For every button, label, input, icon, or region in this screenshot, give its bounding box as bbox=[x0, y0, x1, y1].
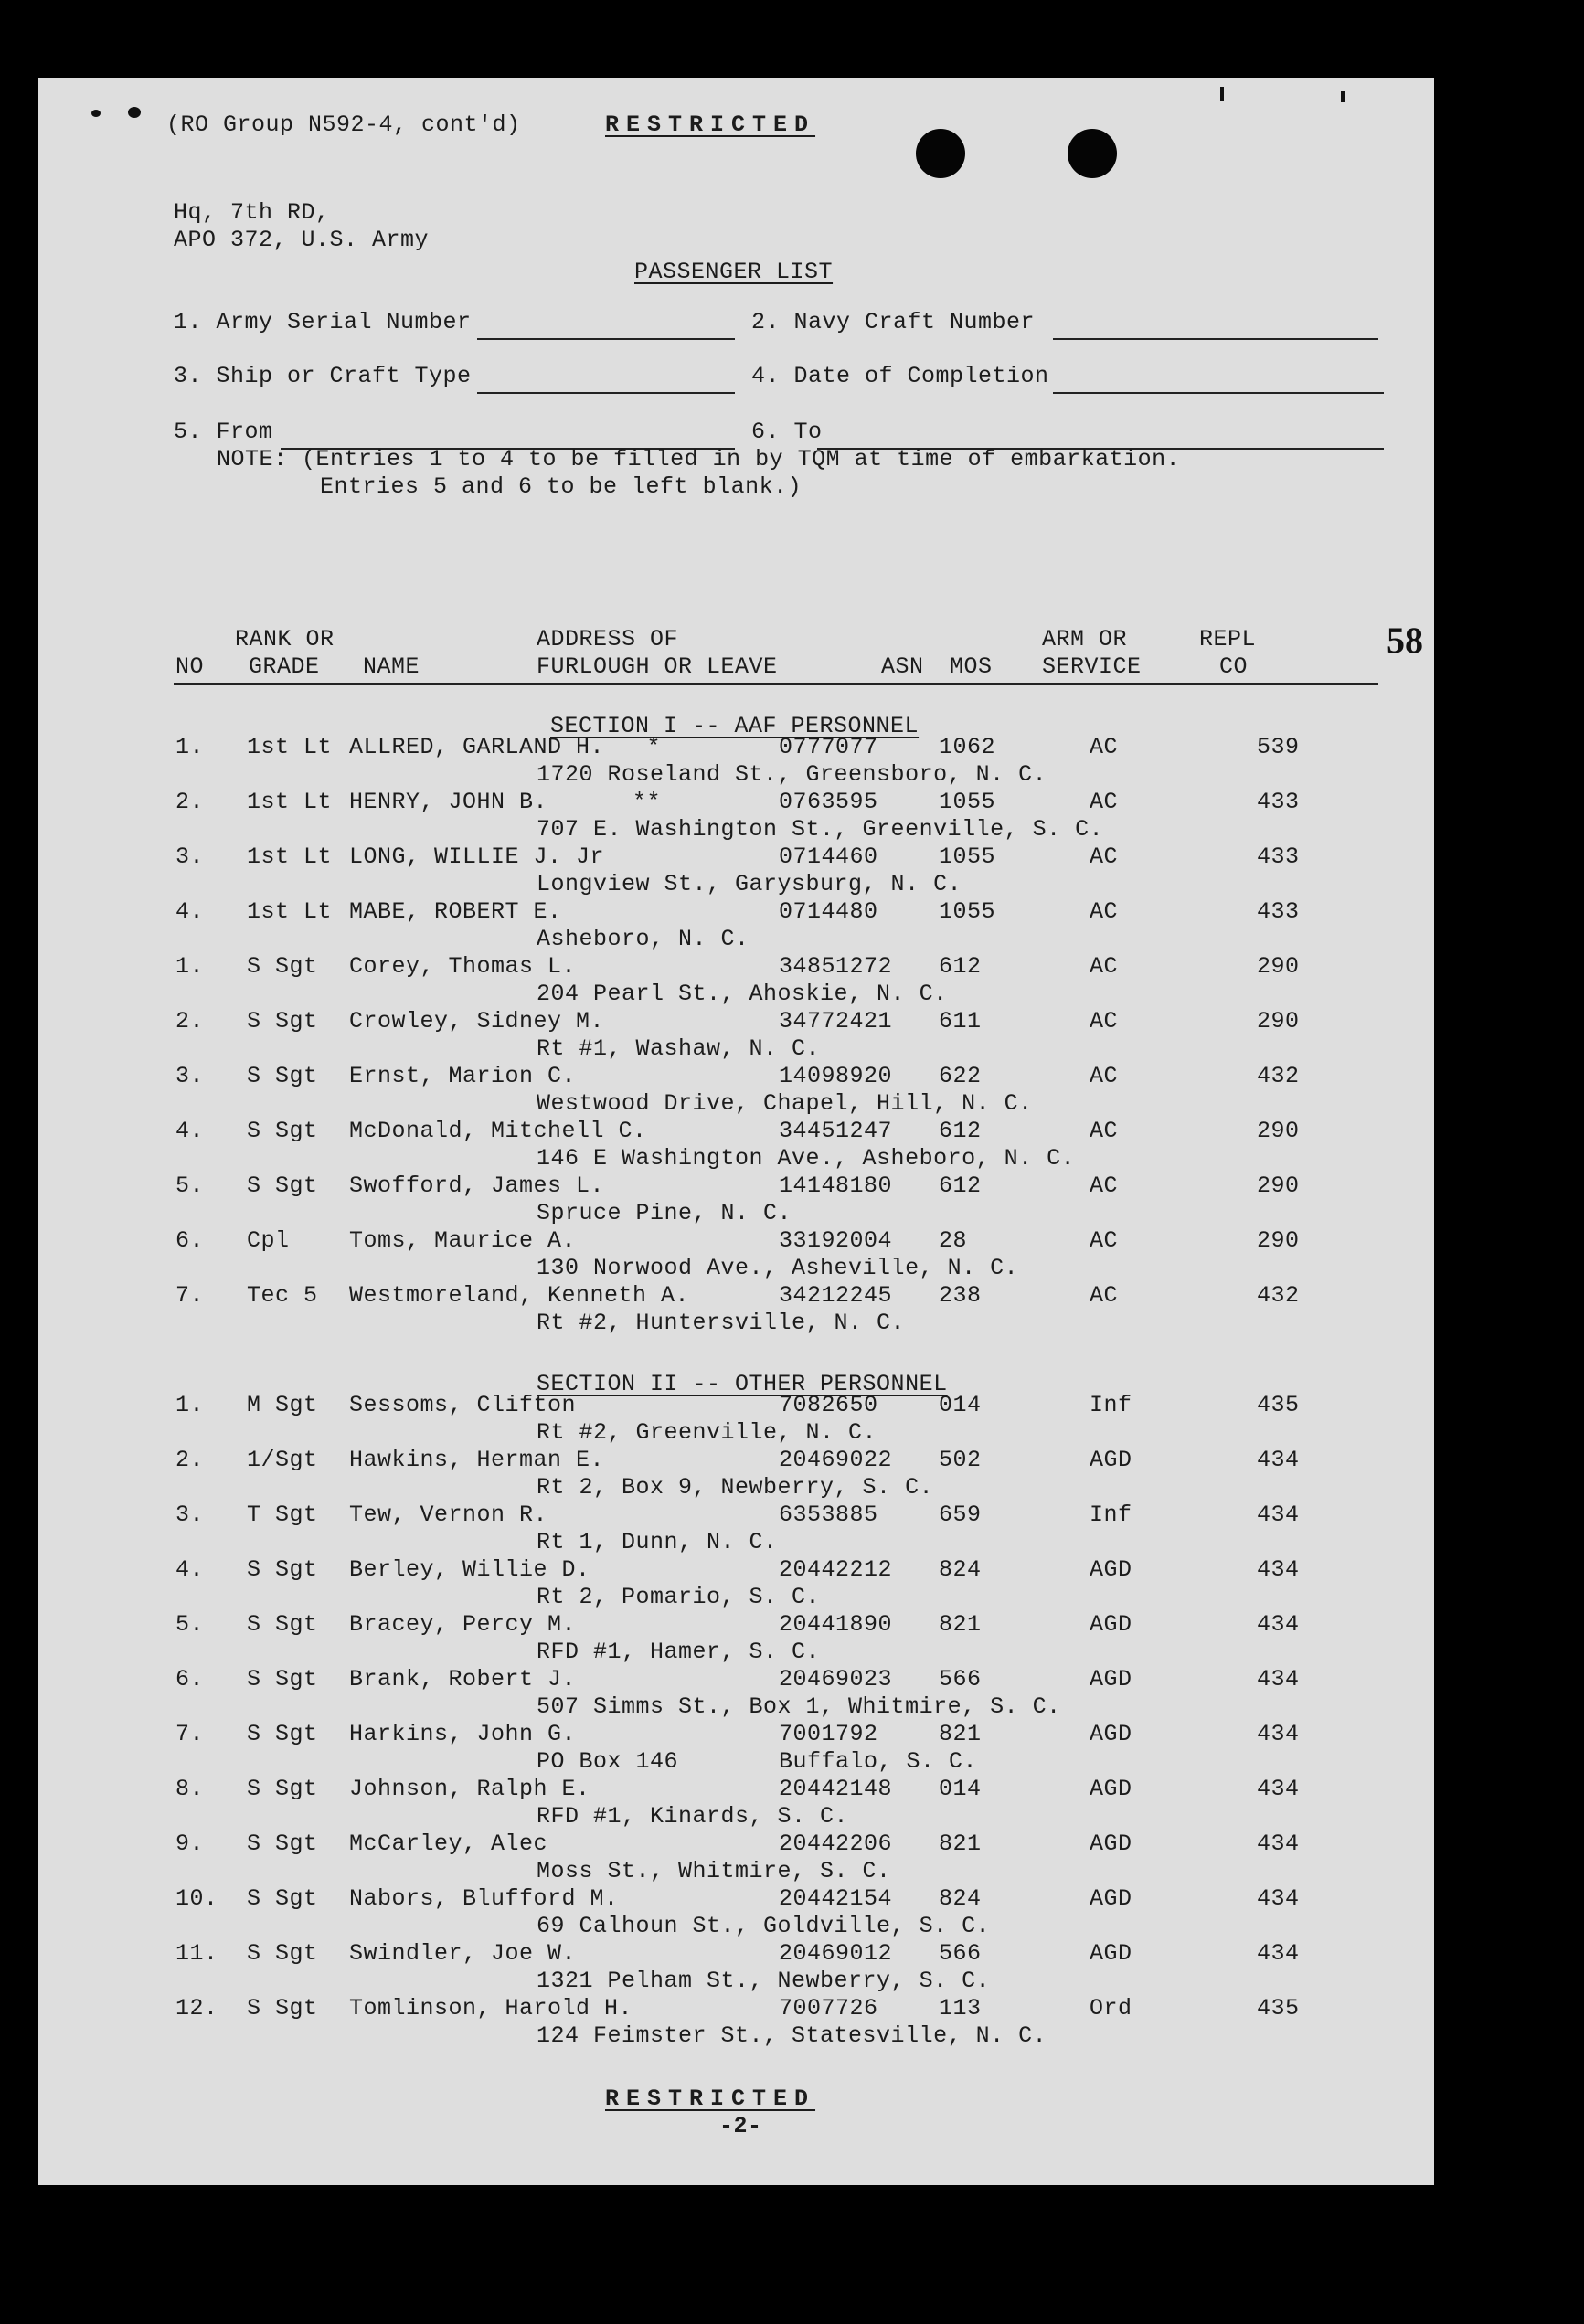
name-cell: McCarley, Alec bbox=[349, 1831, 548, 1857]
repl-co-cell: 434 bbox=[1257, 1721, 1300, 1747]
mos-cell: 612 bbox=[939, 1118, 982, 1144]
mos-cell: 014 bbox=[939, 1392, 982, 1418]
arm-service-cell: Ord bbox=[1090, 1995, 1132, 2022]
row-number: 1. bbox=[175, 734, 205, 760]
rank-cell: S Sgt bbox=[247, 1118, 318, 1144]
address-cell: Rt 1, Dunn, N. C. bbox=[537, 1529, 778, 1555]
rank-cell: 1st Lt bbox=[247, 734, 333, 760]
continuation-line: (RO Group N592-4, cont'd) bbox=[166, 111, 521, 138]
asn-cell: 20469012 bbox=[779, 1940, 893, 1967]
asn-cell: 20442206 bbox=[779, 1831, 893, 1857]
rank-cell: S Sgt bbox=[247, 953, 318, 980]
table-row bbox=[38, 1173, 1434, 1227]
arm-service-cell: AC bbox=[1090, 1173, 1119, 1199]
mos-cell: 014 bbox=[939, 1776, 982, 1802]
name-cell: Berley, Willie D. bbox=[349, 1556, 590, 1583]
mos-cell: 659 bbox=[939, 1502, 982, 1528]
arm-service-cell: AGD bbox=[1090, 1556, 1132, 1583]
mos-cell: 1055 bbox=[939, 844, 996, 870]
header-asn: ASN bbox=[881, 653, 924, 680]
name-cell: Corey, Thomas L. bbox=[349, 953, 577, 980]
rank-cell: S Sgt bbox=[247, 1995, 318, 2022]
address-cell: 1321 Pelham St., Newberry, S. C. bbox=[537, 1968, 991, 1994]
table-row bbox=[38, 1611, 1434, 1666]
asn-cell: 0714480 bbox=[779, 898, 878, 925]
mos-cell: 612 bbox=[939, 953, 982, 980]
name-cell: Tomlinson, Harold H. bbox=[349, 1995, 633, 2022]
repl-co-cell: 434 bbox=[1257, 1556, 1300, 1583]
ink-speck bbox=[128, 107, 141, 118]
rank-cell: 1/Sgt bbox=[247, 1447, 318, 1473]
asn-cell: 20469023 bbox=[779, 1666, 893, 1693]
mos-cell: 502 bbox=[939, 1447, 982, 1473]
blank-line bbox=[477, 392, 735, 394]
repl-co-cell: 433 bbox=[1257, 789, 1300, 815]
asn-cell: 7007726 bbox=[779, 1995, 878, 2022]
address-cell: 204 Pearl St., Ahoskie, N. C. bbox=[537, 981, 948, 1007]
mos-cell: 1055 bbox=[939, 789, 996, 815]
asn-cell: 14148180 bbox=[779, 1173, 893, 1199]
arm-service-cell: AGD bbox=[1090, 1885, 1132, 1912]
rank-cell: 1st Lt bbox=[247, 898, 333, 925]
address-cell: 69 Calhoun St., Goldville, S. C. bbox=[537, 1913, 991, 1939]
blank-line bbox=[1053, 392, 1384, 394]
address-cell: RFD #1, Hamer, S. C. bbox=[537, 1639, 821, 1665]
note-line-2: Entries 5 and 6 to be left blank.) bbox=[320, 473, 803, 500]
asn-cell: 14098920 bbox=[779, 1063, 893, 1089]
field-from: 5. From bbox=[174, 419, 273, 445]
mos-cell: 821 bbox=[939, 1831, 982, 1857]
address-cell: Rt #2, Greenville, N. C. bbox=[537, 1419, 877, 1446]
header-address-2: FURLOUGH OR LEAVE bbox=[537, 653, 778, 680]
row-number: 2. bbox=[175, 1008, 205, 1035]
repl-co-cell: 434 bbox=[1257, 1831, 1300, 1857]
table-row bbox=[38, 1885, 1434, 1940]
table-row bbox=[38, 789, 1434, 844]
mos-cell: 238 bbox=[939, 1282, 982, 1309]
address-cell: Asheboro, N. C. bbox=[537, 926, 749, 952]
arm-service-cell: AGD bbox=[1090, 1831, 1132, 1857]
repl-co-cell: 290 bbox=[1257, 1008, 1300, 1035]
asn-cell: 0777077 bbox=[779, 734, 878, 760]
header-name: NAME bbox=[363, 653, 420, 680]
rank-cell: S Sgt bbox=[247, 1721, 318, 1747]
mos-cell: 566 bbox=[939, 1666, 982, 1693]
repl-co-cell: 434 bbox=[1257, 1447, 1300, 1473]
rank-cell: T Sgt bbox=[247, 1502, 318, 1528]
mos-cell: 1055 bbox=[939, 898, 996, 925]
repl-co-cell: 290 bbox=[1257, 1173, 1300, 1199]
mos-cell: 821 bbox=[939, 1611, 982, 1638]
header-rule bbox=[174, 683, 1378, 685]
address-cell: Rt 2, Box 9, Newberry, S. C. bbox=[537, 1474, 934, 1501]
arm-service-cell: Inf bbox=[1090, 1502, 1132, 1528]
asn-cell: 34851272 bbox=[779, 953, 893, 980]
rank-cell: S Sgt bbox=[247, 1173, 318, 1199]
row-number: 2. bbox=[175, 1447, 205, 1473]
table-row bbox=[38, 1008, 1434, 1063]
repl-co-cell: 433 bbox=[1257, 844, 1300, 870]
address-cell-2: Buffalo, S. C. bbox=[779, 1748, 978, 1775]
asn-cell: 0763595 bbox=[779, 789, 878, 815]
repl-co-cell: 435 bbox=[1257, 1392, 1300, 1418]
arm-service-cell: Inf bbox=[1090, 1392, 1132, 1418]
arm-service-cell: AC bbox=[1090, 789, 1119, 815]
arm-service-cell: AC bbox=[1090, 1227, 1119, 1254]
name-cell: LONG, WILLIE J. Jr bbox=[349, 844, 605, 870]
asn-cell: 33192004 bbox=[779, 1227, 893, 1254]
mos-cell: 113 bbox=[939, 1995, 982, 2022]
arm-service-cell: AC bbox=[1090, 1282, 1119, 1309]
repl-co-cell: 290 bbox=[1257, 1227, 1300, 1254]
punch-hole-left bbox=[916, 129, 965, 178]
row-number: 11. bbox=[175, 1940, 218, 1967]
row-number: 5. bbox=[175, 1173, 205, 1199]
blank-line bbox=[477, 338, 735, 340]
name-cell: Harkins, John G. bbox=[349, 1721, 577, 1747]
table-row bbox=[38, 844, 1434, 898]
address-cell: Moss St., Whitmire, S. C. bbox=[537, 1858, 891, 1884]
mos-cell: 824 bbox=[939, 1885, 982, 1912]
asn-cell: 0714460 bbox=[779, 844, 878, 870]
table-row bbox=[38, 1556, 1434, 1611]
mos-cell: 824 bbox=[939, 1556, 982, 1583]
name-cell: HENRY, JOHN B. ** bbox=[349, 789, 662, 815]
arm-service-cell: AC bbox=[1090, 1063, 1119, 1089]
address-cell: RFD #1, Kinards, S. C. bbox=[537, 1803, 849, 1830]
name-cell: Crowley, Sidney M. bbox=[349, 1008, 605, 1035]
address-cell: 124 Feimster St., Statesville, N. C. bbox=[537, 2022, 1047, 2049]
header-no: NO bbox=[175, 653, 205, 680]
table-row bbox=[38, 1666, 1434, 1721]
name-cell: MABE, ROBERT E. bbox=[349, 898, 562, 925]
punch-hole-right bbox=[1068, 129, 1117, 178]
table-row bbox=[38, 1831, 1434, 1885]
header-arm-1: ARM OR bbox=[1042, 626, 1128, 653]
rank-cell: S Sgt bbox=[247, 1940, 318, 1967]
arm-service-cell: AC bbox=[1090, 1118, 1119, 1144]
rank-cell: S Sgt bbox=[247, 1008, 318, 1035]
row-number: 1. bbox=[175, 1392, 205, 1418]
arm-service-cell: AC bbox=[1090, 953, 1119, 980]
mos-cell: 612 bbox=[939, 1173, 982, 1199]
header-address-1: ADDRESS OF bbox=[537, 626, 679, 653]
mos-cell: 611 bbox=[939, 1008, 982, 1035]
section-1-title: SECTION I -- AAF PERSONNEL bbox=[550, 713, 920, 739]
header-co-2: CO bbox=[1219, 653, 1249, 680]
row-number: 5. bbox=[175, 1611, 205, 1638]
name-cell: Tew, Vernon R. bbox=[349, 1502, 548, 1528]
mos-cell: 566 bbox=[939, 1940, 982, 1967]
table-row bbox=[38, 1063, 1434, 1118]
arm-service-cell: AGD bbox=[1090, 1776, 1132, 1802]
header-arm-2: SERVICE bbox=[1042, 653, 1142, 680]
table-row bbox=[38, 1392, 1434, 1447]
rank-cell: S Sgt bbox=[247, 1776, 318, 1802]
asn-cell: 20441890 bbox=[779, 1611, 893, 1638]
rank-cell: Cpl bbox=[247, 1227, 290, 1254]
name-cell: Ernst, Marion C. bbox=[349, 1063, 577, 1089]
repl-co-cell: 433 bbox=[1257, 898, 1300, 925]
repl-co-cell: 432 bbox=[1257, 1063, 1300, 1089]
note-line-1: NOTE: (Entries 1 to 4 to be filled in by TQM at time of embarkation. bbox=[217, 446, 1181, 472]
repl-co-cell: 434 bbox=[1257, 1776, 1300, 1802]
address-cell: Spruce Pine, N. C. bbox=[537, 1200, 792, 1226]
name-cell: Sessoms, Clifton bbox=[349, 1392, 577, 1418]
asn-cell: 34772421 bbox=[779, 1008, 893, 1035]
row-number: 7. bbox=[175, 1282, 205, 1309]
table-row bbox=[38, 1502, 1434, 1556]
row-number: 8. bbox=[175, 1776, 205, 1802]
document-page bbox=[38, 78, 1434, 2185]
name-cell: Toms, Maurice A. bbox=[349, 1227, 577, 1254]
classification-top: RESTRICTED bbox=[605, 111, 816, 138]
blank-line bbox=[1053, 338, 1378, 340]
address-cell: 707 E. Washington St., Greenville, S. C. bbox=[537, 816, 1104, 843]
table-row bbox=[38, 1721, 1434, 1776]
repl-co-cell: 434 bbox=[1257, 1666, 1300, 1693]
address-cell: Rt #2, Huntersville, N. C. bbox=[537, 1310, 906, 1336]
address-cell: Westwood Drive, Chapel, Hill, N. C. bbox=[537, 1090, 1033, 1117]
rank-cell: Tec 5 bbox=[247, 1282, 318, 1309]
header-mos: MOS bbox=[950, 653, 993, 680]
repl-co-cell: 434 bbox=[1257, 1502, 1300, 1528]
asn-cell: 7001792 bbox=[779, 1721, 878, 1747]
page-number: -2- bbox=[719, 2113, 762, 2139]
name-cell: McDonald, Mitchell C. bbox=[349, 1118, 647, 1144]
rank-cell: 1st Lt bbox=[247, 789, 333, 815]
row-number: 6. bbox=[175, 1666, 205, 1693]
form-title: PASSENGER LIST bbox=[634, 259, 834, 285]
rank-cell: M Sgt bbox=[247, 1392, 318, 1418]
table-row bbox=[38, 1995, 1434, 2050]
header-co-1: REPL bbox=[1199, 626, 1257, 653]
row-number: 4. bbox=[175, 1118, 205, 1144]
name-cell: Westmoreland, Kenneth A. bbox=[349, 1282, 690, 1309]
arm-service-cell: AGD bbox=[1090, 1940, 1132, 1967]
asn-cell: 20469022 bbox=[779, 1447, 893, 1473]
address-cell: 507 Simms St., Box 1, Whitmire, S. C. bbox=[537, 1693, 1061, 1720]
mos-cell: 821 bbox=[939, 1721, 982, 1747]
row-number: 2. bbox=[175, 789, 205, 815]
arm-service-cell: AC bbox=[1090, 844, 1119, 870]
asn-cell: 34451247 bbox=[779, 1118, 893, 1144]
field-navy-craft: 2. Navy Craft Number bbox=[751, 309, 1036, 335]
row-number: 4. bbox=[175, 898, 205, 925]
mos-cell: 622 bbox=[939, 1063, 982, 1089]
repl-co-cell: 435 bbox=[1257, 1995, 1300, 2022]
row-number: 7. bbox=[175, 1721, 205, 1747]
address-cell: Rt 2, Pomario, S. C. bbox=[537, 1584, 821, 1610]
section-2-title: SECTION II -- OTHER PERSONNEL bbox=[537, 1371, 948, 1397]
field-ship-type: 3. Ship or Craft Type bbox=[174, 363, 472, 389]
classification-bottom: RESTRICTED bbox=[605, 2085, 816, 2112]
table-row bbox=[38, 953, 1434, 1008]
name-cell: Johnson, Ralph E. bbox=[349, 1776, 590, 1802]
table-row bbox=[38, 1227, 1434, 1282]
arm-service-cell: AC bbox=[1090, 898, 1119, 925]
arm-service-cell: AGD bbox=[1090, 1611, 1132, 1638]
row-number: 10. bbox=[175, 1885, 218, 1912]
address-cell: PO Box 146 bbox=[537, 1748, 679, 1775]
field-army-serial: 1. Army Serial Number bbox=[174, 309, 472, 335]
asn-cell: 34212245 bbox=[779, 1282, 893, 1309]
arm-service-cell: AGD bbox=[1090, 1447, 1132, 1473]
mos-cell: 1062 bbox=[939, 734, 996, 760]
arm-service-cell: AC bbox=[1090, 734, 1119, 760]
row-number: 9. bbox=[175, 1831, 205, 1857]
row-number: 3. bbox=[175, 844, 205, 870]
repl-co-cell: 434 bbox=[1257, 1940, 1300, 1967]
rank-cell: S Sgt bbox=[247, 1611, 318, 1638]
hq-line-2: APO 372, U.S. Army bbox=[174, 227, 430, 253]
mos-cell: 28 bbox=[939, 1227, 968, 1254]
row-number: 3. bbox=[175, 1502, 205, 1528]
hq-line-1: Hq, 7th RD, bbox=[174, 199, 330, 226]
name-cell: Brank, Robert J. bbox=[349, 1666, 577, 1693]
row-number: 12. bbox=[175, 1995, 218, 2022]
header-rank-1: RANK OR bbox=[235, 626, 335, 653]
name-cell: Hawkins, Herman E. bbox=[349, 1447, 605, 1473]
repl-co-cell: 290 bbox=[1257, 1118, 1300, 1144]
row-number: 1. bbox=[175, 953, 205, 980]
field-to: 6. To bbox=[751, 419, 823, 445]
table-row bbox=[38, 734, 1434, 789]
rank-cell: S Sgt bbox=[247, 1885, 318, 1912]
table-row bbox=[38, 898, 1434, 953]
asn-cell: 20442148 bbox=[779, 1776, 893, 1802]
ink-speck bbox=[1220, 87, 1224, 101]
row-number: 6. bbox=[175, 1227, 205, 1254]
row-number: 4. bbox=[175, 1556, 205, 1583]
rank-cell: 1st Lt bbox=[247, 844, 333, 870]
address-cell: Longview St., Garysburg, N. C. bbox=[537, 871, 962, 897]
name-cell: Nabors, Blufford M. bbox=[349, 1885, 619, 1912]
arm-service-cell: AGD bbox=[1090, 1666, 1132, 1693]
name-cell: Swofford, James L. bbox=[349, 1173, 605, 1199]
table-row bbox=[38, 1776, 1434, 1831]
repl-co-cell: 432 bbox=[1257, 1282, 1300, 1309]
page-stamp: 58 bbox=[1387, 620, 1423, 661]
table-row bbox=[38, 1282, 1434, 1337]
repl-co-cell: 434 bbox=[1257, 1611, 1300, 1638]
ink-speck bbox=[1341, 91, 1345, 102]
repl-co-cell: 290 bbox=[1257, 953, 1300, 980]
header-rank-2: GRADE bbox=[249, 653, 320, 680]
table-row bbox=[38, 1447, 1434, 1502]
table-row bbox=[38, 1118, 1434, 1173]
table-row bbox=[38, 1940, 1434, 1995]
asn-cell: 7082650 bbox=[779, 1392, 878, 1418]
field-completion-date: 4. Date of Completion bbox=[751, 363, 1049, 389]
address-cell: 130 Norwood Ave., Asheville, N. C. bbox=[537, 1255, 1019, 1281]
repl-co-cell: 539 bbox=[1257, 734, 1300, 760]
rank-cell: S Sgt bbox=[247, 1831, 318, 1857]
asn-cell: 6353885 bbox=[779, 1502, 878, 1528]
repl-co-cell: 434 bbox=[1257, 1885, 1300, 1912]
arm-service-cell: AGD bbox=[1090, 1721, 1132, 1747]
row-number: 3. bbox=[175, 1063, 205, 1089]
asn-cell: 20442212 bbox=[779, 1556, 893, 1583]
name-cell: ALLRED, GARLAND H. * bbox=[349, 734, 662, 760]
rank-cell: S Sgt bbox=[247, 1556, 318, 1583]
ink-speck bbox=[91, 110, 101, 117]
arm-service-cell: AC bbox=[1090, 1008, 1119, 1035]
address-cell: Rt #1, Washaw, N. C. bbox=[537, 1035, 821, 1062]
rank-cell: S Sgt bbox=[247, 1063, 318, 1089]
asn-cell: 20442154 bbox=[779, 1885, 893, 1912]
address-cell: 1720 Roseland St., Greensboro, N. C. bbox=[537, 761, 1047, 788]
name-cell: Swindler, Joe W. bbox=[349, 1940, 577, 1967]
name-cell: Bracey, Percy M. bbox=[349, 1611, 577, 1638]
rank-cell: S Sgt bbox=[247, 1666, 318, 1693]
address-cell: 146 E Washington Ave., Asheboro, N. C. bbox=[537, 1145, 1076, 1172]
